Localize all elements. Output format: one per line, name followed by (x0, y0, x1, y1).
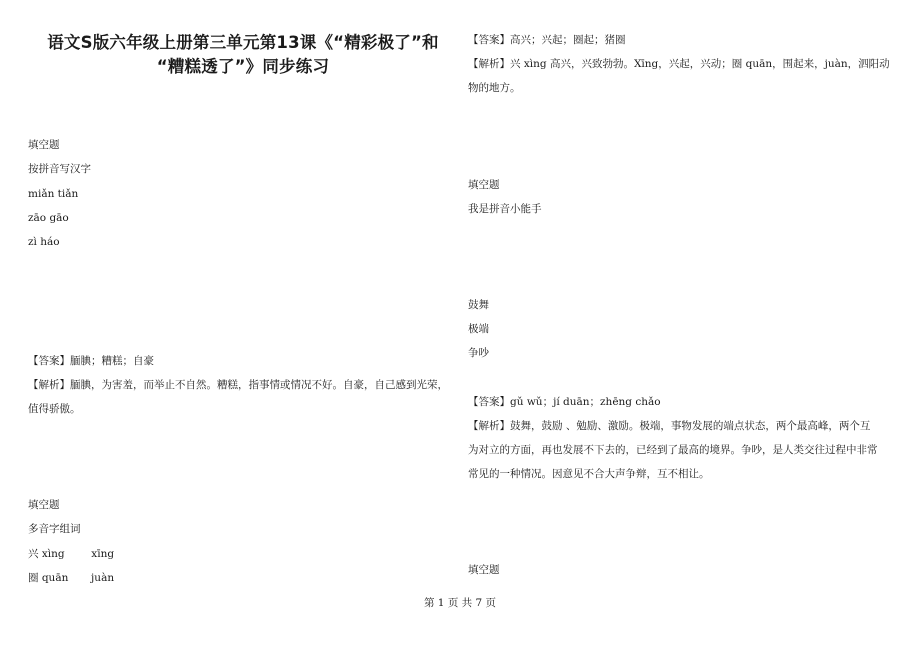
question-3-analysis-line-2: 为对立的方面，再也发展不下去的，已经到了最高的境界。争吵，是人类交往过程中非常 (468, 444, 878, 456)
prev-analysis-line-1: 【解析】兴 xìng 高兴，兴致勃勃。Xīng，兴起，兴动；圈 quān，围起来，juàn，泗阳动 (468, 58, 890, 70)
question-2-type: 填空题 (28, 499, 60, 511)
question-2-row-1-alt: xīng (91, 548, 115, 560)
page-footer: 第 1 页 共 7 页 (423, 597, 497, 609)
question-2-row-2-alt: juàn (91, 572, 115, 584)
question-4-type: 填空题 (468, 564, 500, 576)
question-3-analysis-line-1: 【解析】鼓舞，鼓励 、勉励、激励。极端，事物发展的端点状态，两个最高峰，两个互 (468, 420, 871, 432)
question-1-type: 填空题 (28, 139, 60, 151)
question-2-row-1-char: 兴 xìng (28, 548, 65, 560)
title-line-2: “糟糕透了”》同步练习 (156, 57, 330, 76)
question-3-analysis-line-3: 常见的一种情况。因意见不合大声争辩，互不相让。 (468, 468, 710, 480)
question-3-answer: 【答案】gǔ wǔ；jí duān；zhēng chǎo (468, 396, 661, 408)
question-3-item-2: 极端 (468, 323, 489, 335)
question-1-item-2: zāo gāo (28, 212, 69, 224)
title-line-1: 语文S版六年级上册第三单元第13课《“精彩极了”和 (47, 33, 439, 52)
question-3-item-3: 争吵 (468, 347, 489, 359)
question-2-row-2 (28, 571, 114, 585)
question-2-row-1 (28, 547, 114, 561)
question-1-answer: 【答案】腼腆；糟糕；自豪 (28, 355, 154, 367)
question-2-row-2-char: 圈 quān (28, 572, 69, 584)
document-title (28, 31, 458, 79)
question-3-item-1: 鼓舞 (468, 299, 489, 311)
question-3-type: 填空题 (468, 179, 500, 191)
prev-answer: 【答案】高兴；兴起；圈起；猪圈 (468, 34, 626, 46)
question-3-prompt: 我是拼音小能手 (468, 203, 542, 215)
question-1-analysis-line-2: 值得骄傲。 (28, 403, 81, 415)
prev-analysis-line-2: 物的地方。 (468, 82, 521, 94)
question-1-prompt: 按拼音写汉字 (28, 163, 91, 175)
question-1-item-3: zì háo (28, 236, 60, 248)
question-2-prompt: 多音字组词 (28, 523, 81, 535)
question-1-analysis-line-1: 【解析】腼腆，为害羞，而举止不自然。糟糕，指事情或情况不好。自豪，自己感到光荣， (28, 379, 448, 391)
question-1-item-1: miǎn tiǎn (28, 188, 79, 200)
